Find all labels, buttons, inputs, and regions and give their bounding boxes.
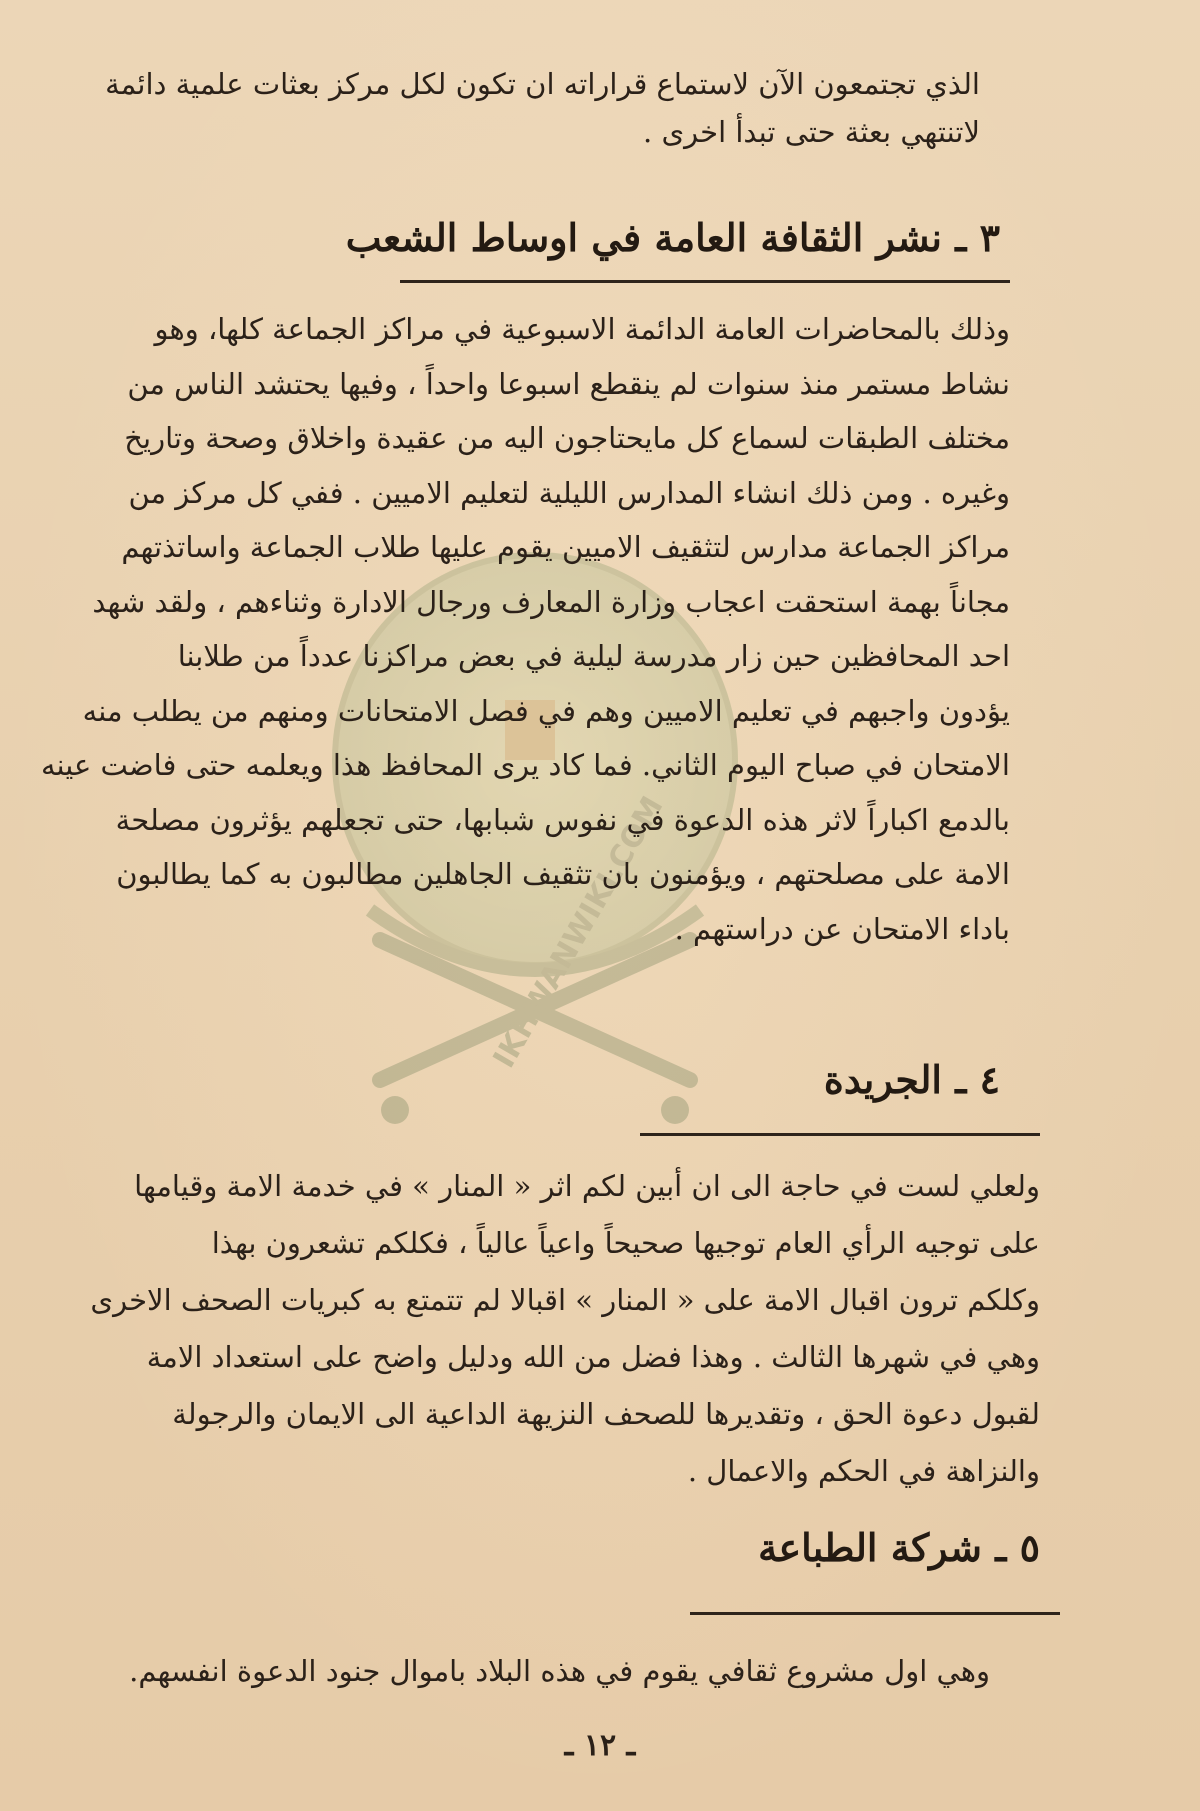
text-line: الامة على مصلحتهم ، ويؤمنون بان تثقيف الجاهلين مطالبون به كما يطالبون xyxy=(116,857,1010,891)
text-line: نشاط مستمر منذ سنوات لم ينقطع اسبوعا واحداً ، وفيها يحتشد الناس من xyxy=(127,366,1010,401)
text-line: يؤدون واجبهم في تعليم الاميين وهم في فصل الامتحانات ومنهم من يطلب منه xyxy=(82,693,1010,728)
text-line: مختلف الطبقات لسماع كل مايحتاجون اليه من عقيدة واخلاق وصحة وتاريخ xyxy=(124,421,1010,455)
text-line: الذي تجتمعون الآن لاستماع قراراته ان تكون لكل مركز بعثات علمية دائمة xyxy=(105,67,980,101)
watermark-text: IKHWANWIKI.COM xyxy=(486,790,671,1074)
section-4-paragraph xyxy=(55,1158,1040,1500)
text-line: الامتحان في صباح اليوم الثاني. فما كاد يرى المحافظ هذا ويعلمه حتى فاضت عينه xyxy=(40,748,1010,782)
section-heading-5: ٥ ـ شركة الطباعة xyxy=(758,1525,1040,1570)
text-line: وذلك بالمحاضرات العامة الدائمة الاسبوعية في مراكز الجماعة كلها، وهو xyxy=(154,312,1010,346)
section-heading-4: ٤ ـ الجريدة xyxy=(823,1057,1000,1102)
text-line: مراكز الجماعة مدارس لتثقيف الاميين يقوم عليها طلاب الجماعة واساتذتهم xyxy=(121,530,1010,564)
text-line: وغيره . ومن ذلك انشاء المدارس الليلية لتعليم الاميين . ففي كل مركز من xyxy=(128,475,1010,510)
section-3-paragraph xyxy=(20,302,1010,956)
section-heading-3: ٣ ـ نشر الثقافة العامة في اوساط الشعب xyxy=(345,215,1000,260)
text-line: ولعلي لست في حاجة الى ان أبين لكم اثر « المنار » في خدمة الامة وقيامها xyxy=(134,1169,1040,1203)
text-line: وكلكم ترون اقبال الامة على « المنار » اقبالا لم تتمتع به كبريات الصحف الاخرى xyxy=(90,1283,1040,1317)
page-number: ـ ١٢ ـ xyxy=(564,1728,636,1763)
section-5-paragraph xyxy=(70,1643,990,1699)
text-line: احد المحافظين حين زار مدرسة ليلية في بعض مراكزنا عدداً من طلابنا xyxy=(177,639,1010,673)
text-line: بالدمع اكباراً لاثر هذه الدعوة في نفوس شبابها، حتى تجعلهم يؤثرون مصلحة xyxy=(115,802,1010,837)
text-line: والنزاهة في الحكم والاعمال . xyxy=(687,1454,1040,1488)
intro-paragraph xyxy=(20,60,980,156)
text-line: لاتنتهي بعثة حتى تبدأ اخرى . xyxy=(643,115,980,149)
text-line: باداء الامتحان عن دراستهم . xyxy=(674,911,1010,946)
text-line: مجاناً بهمة استحقت اعجاب وزارة المعارف ورجال الادارة وثناءهم ، ولقد شهد xyxy=(92,584,1010,619)
heading-underline xyxy=(640,1133,1040,1136)
heading-underline xyxy=(690,1612,1060,1615)
text-line: وهي اول مشروع ثقافي يقوم في هذه البلاد باموال جنود الدعوة انفسهم. xyxy=(129,1654,990,1688)
text-line: وهي في شهرها الثالث . وهذا فضل من الله ودليل واضح على استعداد الامة xyxy=(146,1340,1040,1374)
text-line: على توجيه الرأي العام توجيها صحيحاً واعياً عالياً ، فكلكم تشعرون بهذا xyxy=(211,1226,1040,1260)
text-line: لقبول دعوة الحق ، وتقديرها للصحف النزيهة الداعية الى الايمان والرجولة xyxy=(172,1397,1040,1431)
heading-underline xyxy=(400,280,1010,283)
